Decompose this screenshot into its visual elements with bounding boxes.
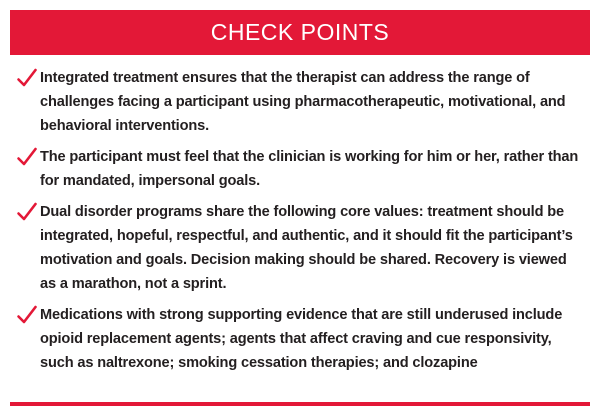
footer-divider xyxy=(10,402,590,406)
checkmark-icon xyxy=(16,146,40,168)
list-item xyxy=(16,303,586,375)
list-item xyxy=(16,145,586,193)
checkmark-icon xyxy=(16,201,40,223)
list-item-text: Medications with strong supporting evidence that are still underused include opioid replacement agents; agents that affect craving and cue responsivity, such as naltrexone; smoking cessation therapies; and clozapine xyxy=(40,307,563,371)
list-item xyxy=(16,66,586,138)
check-points-list xyxy=(16,66,586,382)
list-item-text: The participant must feel that the clinician is working for him or her, rather than for mandated, impersonal goals. xyxy=(40,149,579,189)
list-item-text: Integrated treatment ensures that the therapist can address the range of challenges facing a participant using pharmacotherapeutic, motivational, and behavioral interventions. xyxy=(40,70,566,134)
checkmark-icon xyxy=(16,304,40,326)
list-item xyxy=(16,200,586,296)
list-item-text: Dual disorder programs share the following core values: treatment should be integrated, hopeful, respectful, and authentic, and it should fit the participant’s motivation and goals. Decision making should be shared. Recovery is viewed as a marathon, not a sprint. xyxy=(40,204,573,292)
checkmark-icon xyxy=(16,67,40,89)
page-title: CHECK POINTS xyxy=(210,19,390,45)
header-bar xyxy=(10,10,590,55)
